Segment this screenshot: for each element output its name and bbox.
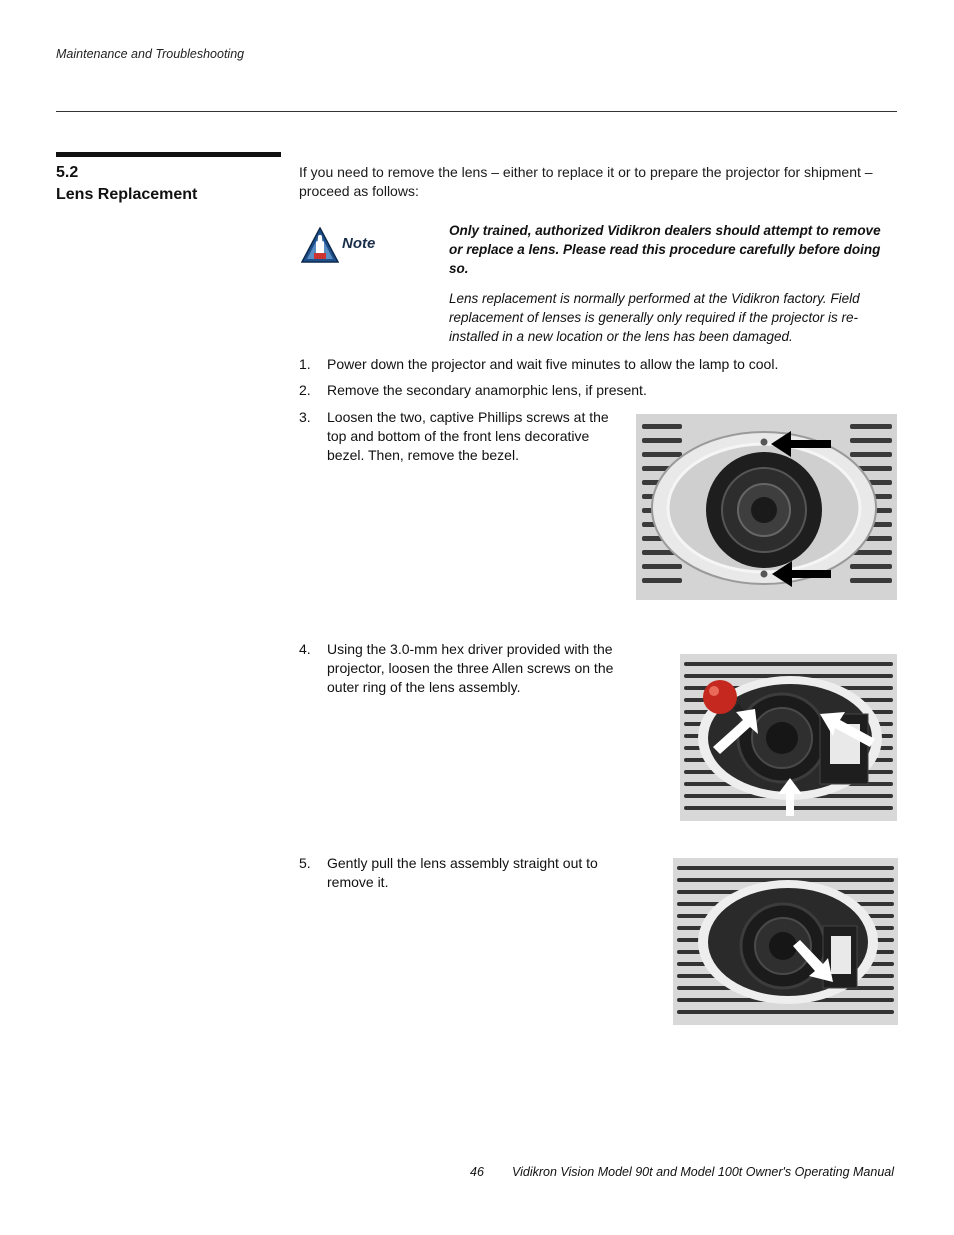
section-bar bbox=[56, 152, 281, 157]
step-number: 2. bbox=[299, 382, 311, 398]
step-number: 1. bbox=[299, 356, 311, 372]
note-pointing-hand-icon bbox=[301, 227, 339, 263]
step-number: 3. bbox=[299, 409, 311, 425]
note-warning: Only trained, authorized Vidikron dealers should attempt to remove or replace a lens. Please read this procedure carefully before doing so. bbox=[449, 223, 881, 276]
step-text: Remove the secondary anamorphic lens, if present. bbox=[327, 382, 647, 398]
step-number: 4. bbox=[299, 641, 311, 657]
note-label: Note bbox=[342, 235, 376, 252]
note-info: Lens replacement is normally performed at the Vidikron factory. Field replacement of lenses is generally only required if the projector is re-installed in a new location or the lens has been damaged. bbox=[449, 291, 860, 344]
remove-lens-photo bbox=[673, 858, 898, 1025]
intro-paragraph: If you need to remove the lens – either to replace it or to prepare the projector for shipment – proceed as follows: bbox=[299, 164, 873, 199]
allen-screws-photo bbox=[680, 654, 897, 821]
page-number: 46 bbox=[470, 1165, 484, 1179]
header-rule bbox=[56, 111, 897, 112]
section-number: 5.2 bbox=[56, 164, 79, 181]
running-head: Maintenance and Troubleshooting bbox=[56, 47, 245, 61]
footer-manual-title: Vidikron Vision Model 90t and Model 100t Owner's Operating Manual bbox=[512, 1165, 895, 1179]
step-text: Power down the projector and wait five minutes to allow the lamp to cool. bbox=[327, 356, 779, 372]
step-text: Using the 3.0-mm hex driver provided with the projector, loosen the three Allen screws on the outer ring of the lens assembly. bbox=[327, 641, 614, 695]
step-number: 5. bbox=[299, 855, 311, 871]
step-text: Loosen the two, captive Phillips screws at the top and bottom of the front lens decorative bezel. Then, remove the bezel. bbox=[327, 409, 609, 463]
bezel-photo bbox=[636, 414, 897, 600]
section-title: Lens Replacement bbox=[56, 186, 198, 203]
step-text: Gently pull the lens assembly straight out to remove it. bbox=[327, 855, 598, 890]
